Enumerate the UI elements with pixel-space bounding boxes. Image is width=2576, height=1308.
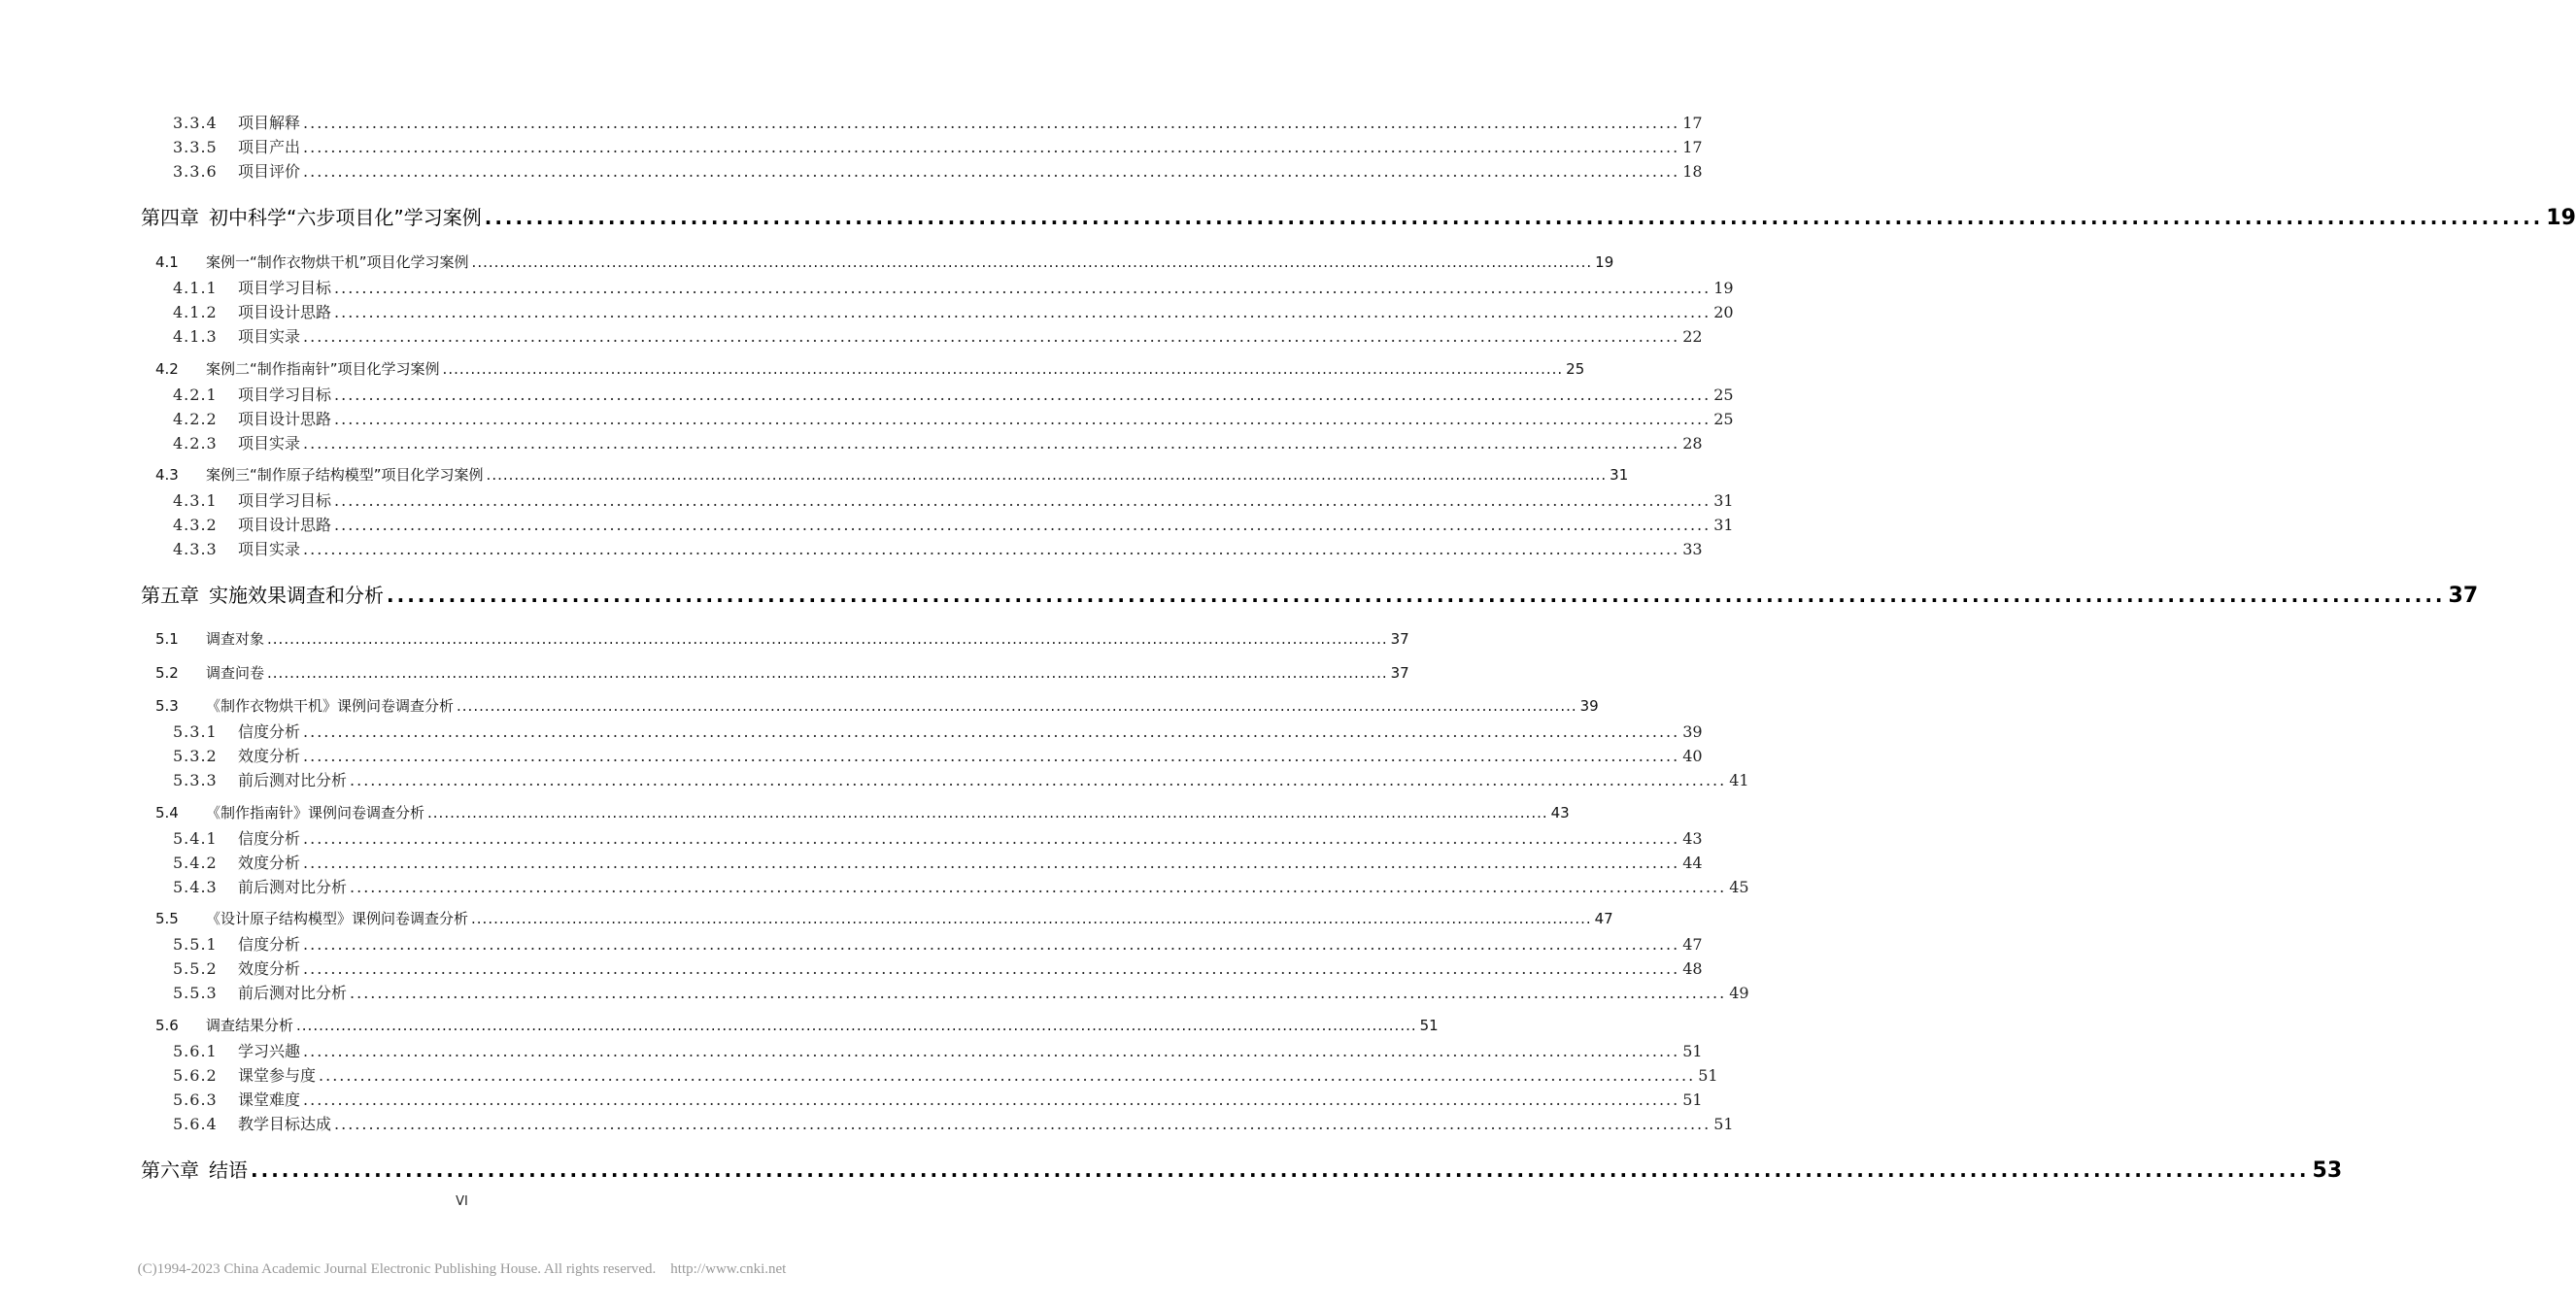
dot-leader: ........................................................................................................................................................................................................ bbox=[457, 697, 1577, 715]
toc-entry-number: 5.5.1 bbox=[173, 935, 218, 954]
toc-entry-number: 4.3.2 bbox=[173, 516, 218, 534]
toc-entry-title: 教学目标达成 bbox=[238, 1115, 332, 1133]
toc-subsection-entry[interactable] bbox=[173, 488, 1734, 513]
toc-entry-page: 25 bbox=[1713, 386, 1734, 404]
toc-subsection-entry[interactable] bbox=[173, 720, 1703, 744]
toc-section-entry[interactable] bbox=[155, 358, 1585, 384]
toc-entry-number: 5.2 bbox=[155, 664, 179, 682]
toc-subsection-entry[interactable] bbox=[173, 431, 1703, 455]
toc-entry-page: 51 bbox=[1682, 1090, 1703, 1109]
toc-entry-number: 4.3.3 bbox=[173, 540, 218, 558]
dot-leader: ........................................................................................................................................................................................................ bbox=[296, 1017, 1417, 1034]
toc-entry-title: 项目实录 bbox=[238, 540, 301, 558]
toc-entry-number: 5.5.2 bbox=[173, 959, 218, 978]
toc-entry-page: 19 bbox=[1595, 253, 1614, 271]
toc-entry-number: 5.5.3 bbox=[173, 984, 218, 1002]
dot-leader: ........................................................................................................................................................................................................ bbox=[486, 466, 1608, 484]
toc-entry-page: 22 bbox=[1682, 327, 1703, 346]
toc-section-entry[interactable] bbox=[155, 252, 1614, 277]
toc-subsection-entry[interactable] bbox=[173, 135, 1703, 159]
dot-leader: ........................................................................................................................................................................................................ bbox=[267, 664, 1388, 682]
toc-entry-title: 项目实录 bbox=[238, 434, 301, 453]
toc-section-entry[interactable] bbox=[155, 695, 1599, 721]
toc-entry-number: 5.6.1 bbox=[173, 1042, 218, 1060]
copyright-notice: (C)1994-2023 China Academic Journal Electronic Publishing House. All rights reserved. http://www.cnki.net bbox=[137, 1261, 787, 1277]
dot-leader: ........................................................................................................................................................................................................ bbox=[471, 910, 1592, 927]
toc-entry-title: 实施效果调查和分析 bbox=[209, 584, 384, 607]
toc-entry-number: 5.4.1 bbox=[173, 829, 218, 848]
dot-leader: ........................................................................................................................................................................................................ bbox=[387, 584, 2446, 607]
dot-leader: ........................................................................................................................................................................................................ bbox=[303, 114, 1680, 132]
toc-entry-page: 51 bbox=[1419, 1017, 1439, 1034]
toc-entry-number: 5.4.2 bbox=[173, 854, 218, 872]
toc-entry-page: 47 bbox=[1682, 935, 1703, 954]
toc-subsection-entry[interactable] bbox=[173, 324, 1703, 349]
toc-entry-page: 37 bbox=[2448, 584, 2479, 608]
toc-entry-title: 效度分析 bbox=[238, 854, 301, 872]
dot-leader: ........................................................................................................................................................................................................ bbox=[303, 829, 1680, 848]
toc-entry-title: 《制作指南针》课例问卷调查分析 bbox=[206, 804, 425, 822]
toc-entry-page: 43 bbox=[1682, 829, 1703, 848]
toc-entry-number: 第五章 bbox=[141, 584, 199, 607]
toc-entry-number: 5.4 bbox=[155, 804, 179, 822]
toc-entry-page: 44 bbox=[1682, 854, 1703, 872]
toc-entry-title: 项目学习目标 bbox=[238, 491, 332, 510]
toc-entry-title: 课堂参与度 bbox=[238, 1066, 317, 1085]
dot-leader: ........................................................................................................................................................................................................ bbox=[350, 984, 1727, 1002]
toc-subsection-entry[interactable] bbox=[173, 537, 1703, 561]
toc-entry-page: 47 bbox=[1594, 910, 1613, 927]
toc-entry-number: 第四章 bbox=[141, 206, 199, 229]
toc-entry-page: 41 bbox=[1729, 771, 1749, 789]
toc-entry-number: 5.6.2 bbox=[173, 1066, 218, 1085]
toc-entry-number: 5.6.4 bbox=[173, 1115, 218, 1133]
toc-entry-page: 51 bbox=[1682, 1042, 1703, 1060]
toc-entry-number: 第六章 bbox=[141, 1158, 199, 1182]
dot-leader: ........................................................................................................................................................................................................ bbox=[427, 804, 1548, 822]
toc-entry-title: 项目解释 bbox=[238, 114, 301, 132]
toc-entry-number: 5.6.3 bbox=[173, 1090, 218, 1109]
toc-entry-title: 前后测对比分析 bbox=[238, 878, 348, 896]
toc-entry-page: 31 bbox=[1713, 491, 1734, 510]
toc-entry-page: 49 bbox=[1729, 984, 1749, 1002]
toc-subsection-entry[interactable] bbox=[173, 1112, 1734, 1136]
toc-entry-number: 5.4.3 bbox=[173, 878, 218, 896]
toc-entry-title: 信度分析 bbox=[238, 829, 301, 848]
dot-leader: ........................................................................................................................................................................................................ bbox=[303, 1042, 1680, 1060]
toc-entry-number: 4.2.2 bbox=[173, 410, 218, 428]
toc-entry-page: 37 bbox=[1390, 630, 1409, 648]
toc-entry-title: 项目设计思路 bbox=[238, 410, 332, 428]
toc-entry-page: 53 bbox=[2312, 1158, 2343, 1183]
toc-entry-number: 5.3.3 bbox=[173, 771, 218, 789]
toc-entry-title: 《制作衣物烘干机》课例问卷调查分析 bbox=[206, 697, 455, 715]
toc-entry-title: 效度分析 bbox=[238, 959, 301, 978]
toc-entry-page: 17 bbox=[1682, 114, 1703, 132]
toc-entry-number: 4.3 bbox=[155, 466, 179, 484]
toc-entry-page: 39 bbox=[1579, 697, 1599, 715]
toc-section-entry[interactable] bbox=[155, 802, 1570, 827]
toc-entry-title: 项目产出 bbox=[238, 138, 301, 156]
dot-leader: ........................................................................................................................................................................................................ bbox=[303, 434, 1680, 453]
toc-entry-title: 案例二“制作指南针”项目化学习案例 bbox=[206, 360, 440, 378]
dot-leader: ........................................................................................................................................................................................................ bbox=[350, 878, 1727, 896]
toc-entry-page: 31 bbox=[1713, 516, 1734, 534]
toc-entry-page: 28 bbox=[1682, 434, 1703, 453]
toc-entry-title: 项目评价 bbox=[238, 162, 301, 181]
dot-leader: ........................................................................................................................................................................................................ bbox=[303, 162, 1680, 181]
toc-entry-title: 效度分析 bbox=[238, 747, 301, 765]
dot-leader: ........................................................................................................................................................................................................ bbox=[334, 303, 1712, 321]
toc-subsection-entry[interactable] bbox=[173, 744, 1703, 768]
page-number: VI bbox=[456, 1194, 468, 1209]
toc-entry-page: 48 bbox=[1682, 959, 1703, 978]
toc-subsection-entry[interactable] bbox=[173, 851, 1703, 875]
toc-entry-title: 信度分析 bbox=[238, 722, 301, 741]
toc-entry-title: 前后测对比分析 bbox=[238, 984, 348, 1002]
toc-entry-page: 45 bbox=[1729, 878, 1749, 896]
dot-leader: ........................................................................................................................................................................................................ bbox=[334, 516, 1712, 534]
toc-entry-number: 4.2.1 bbox=[173, 386, 218, 404]
dot-leader: ........................................................................................................................................................................................................ bbox=[303, 747, 1680, 765]
toc-entry-number: 3.3.4 bbox=[173, 114, 218, 132]
toc-subsection-entry[interactable] bbox=[173, 159, 1703, 184]
toc-entry-page: 25 bbox=[1713, 410, 1734, 428]
toc-entry-page: 51 bbox=[1713, 1115, 1734, 1133]
toc-entry-title: 案例三“制作原子结构模型”项目化学习案例 bbox=[206, 466, 484, 484]
toc-subsection-entry[interactable] bbox=[173, 513, 1734, 537]
dot-leader: ........................................................................................................................................................................................................ bbox=[442, 360, 1564, 378]
toc-subsection-entry[interactable] bbox=[173, 875, 1749, 899]
toc-subsection-entry[interactable] bbox=[173, 932, 1703, 956]
dot-leader: ........................................................................................................................................................................................................ bbox=[484, 206, 2544, 229]
toc-entry-page: 37 bbox=[1390, 664, 1409, 682]
toc-entry-title: 初中科学“六步项目化”学习案例 bbox=[209, 206, 482, 229]
toc-entry-page: 33 bbox=[1682, 540, 1703, 558]
toc-section-entry[interactable] bbox=[155, 662, 1409, 688]
toc-entry-title: 调查问卷 bbox=[206, 664, 265, 682]
toc-entry-page: 39 bbox=[1682, 722, 1703, 741]
dot-leader: ........................................................................................................................................................................................................ bbox=[303, 959, 1680, 978]
toc-section-entry[interactable] bbox=[155, 908, 1613, 933]
toc-entry-number: 4.1.1 bbox=[173, 279, 218, 297]
toc-entry-number: 5.3.2 bbox=[173, 747, 218, 765]
dot-leader: ........................................................................................................................................................................................................ bbox=[334, 279, 1712, 297]
toc-entry-title: 项目设计思路 bbox=[238, 303, 332, 321]
toc-section-entry[interactable] bbox=[155, 464, 1629, 489]
toc-entry-page: 31 bbox=[1610, 466, 1629, 484]
toc-entry-title: 案例一“制作衣物烘干机”项目化学习案例 bbox=[206, 253, 469, 271]
toc-entry-title: 学习兴趣 bbox=[238, 1042, 301, 1060]
toc-entry-number: 4.2 bbox=[155, 360, 179, 378]
toc-entry-number: 3.3.5 bbox=[173, 138, 218, 156]
toc-entry-page: 25 bbox=[1566, 360, 1585, 378]
toc-entry-page: 40 bbox=[1682, 747, 1703, 765]
toc-entry-number: 4.1 bbox=[155, 253, 179, 271]
toc-entry-title: 结语 bbox=[209, 1158, 248, 1182]
toc-entry-number: 4.1.2 bbox=[173, 303, 218, 321]
toc-subsection-entry[interactable] bbox=[173, 1063, 1718, 1088]
toc-entry-title: 项目学习目标 bbox=[238, 386, 332, 404]
dot-leader: ........................................................................................................................................................................................................ bbox=[303, 327, 1680, 346]
toc-entry-number: 5.6 bbox=[155, 1017, 179, 1034]
dot-leader: ........................................................................................................................................................................................................ bbox=[303, 138, 1680, 156]
dot-leader: ........................................................................................................................................................................................................ bbox=[334, 410, 1712, 428]
dot-leader: ........................................................................................................................................................................................................ bbox=[303, 935, 1680, 954]
toc-entry-title: 前后测对比分析 bbox=[238, 771, 348, 789]
toc-entry-title: 信度分析 bbox=[238, 935, 301, 954]
dot-leader: ........................................................................................................................................................................................................ bbox=[303, 1090, 1680, 1109]
dot-leader: ........................................................................................................................................................................................................ bbox=[319, 1066, 1696, 1085]
toc-subsection-entry[interactable] bbox=[173, 1039, 1703, 1063]
toc-entry-title: 《设计原子结构模型》课例问卷调查分析 bbox=[206, 910, 469, 927]
toc-entry-page: 43 bbox=[1550, 804, 1570, 822]
toc-entry-page: 19 bbox=[2546, 206, 2576, 230]
toc-subsection-entry[interactable] bbox=[173, 768, 1749, 792]
toc-entry-number: 5.3 bbox=[155, 697, 179, 715]
toc-section-entry[interactable] bbox=[155, 1015, 1439, 1040]
dot-leader: ........................................................................................................................................................................................................ bbox=[303, 722, 1680, 741]
toc-subsection-entry[interactable] bbox=[173, 300, 1734, 324]
toc-entry-number: 3.3.6 bbox=[173, 162, 218, 181]
toc-entry-title: 项目实录 bbox=[238, 327, 301, 346]
toc-entry-title: 项目学习目标 bbox=[238, 279, 332, 297]
toc-entry-number: 5.5 bbox=[155, 910, 179, 927]
toc-entry-number: 5.1 bbox=[155, 630, 179, 648]
toc-entry-number: 5.3.1 bbox=[173, 722, 218, 741]
dot-leader: ........................................................................................................................................................................................................ bbox=[334, 386, 1712, 404]
toc-entry-number: 4.3.1 bbox=[173, 491, 218, 510]
toc-subsection-entry[interactable] bbox=[173, 111, 1703, 135]
toc-entry-page: 18 bbox=[1682, 162, 1703, 181]
toc-chapter-entry[interactable] bbox=[141, 580, 2479, 613]
toc-subsection-entry[interactable] bbox=[173, 383, 1734, 407]
toc-subsection-entry[interactable] bbox=[173, 981, 1749, 1005]
dot-leader: ........................................................................................................................................................................................................ bbox=[334, 491, 1712, 510]
toc-chapter-entry[interactable] bbox=[141, 1155, 2343, 1188]
dot-leader: ........................................................................................................................................................................................................ bbox=[471, 253, 1593, 271]
toc-subsection-entry[interactable] bbox=[173, 276, 1734, 300]
toc-entry-title: 调查结果分析 bbox=[206, 1017, 294, 1034]
toc-subsection-entry[interactable] bbox=[173, 1088, 1703, 1112]
toc-section-entry[interactable] bbox=[155, 628, 1409, 654]
toc-entry-title: 项目设计思路 bbox=[238, 516, 332, 534]
toc-chapter-entry[interactable] bbox=[141, 202, 2576, 235]
toc-entry-number: 4.2.3 bbox=[173, 434, 218, 453]
toc-entry-number: 4.1.3 bbox=[173, 327, 218, 346]
toc-subsection-entry[interactable] bbox=[173, 407, 1734, 431]
dot-leader: ........................................................................................................................................................................................................ bbox=[334, 1115, 1712, 1133]
toc-entry-page: 19 bbox=[1713, 279, 1734, 297]
toc-entry-title: 调查对象 bbox=[206, 630, 265, 648]
dot-leader: ........................................................................................................................................................................................................ bbox=[350, 771, 1727, 789]
toc-subsection-entry[interactable] bbox=[173, 956, 1703, 981]
toc-subsection-entry[interactable] bbox=[173, 826, 1703, 851]
toc-entry-page: 20 bbox=[1713, 303, 1734, 321]
dot-leader: ........................................................................................................................................................................................................ bbox=[251, 1158, 2310, 1182]
toc-entry-page: 51 bbox=[1698, 1066, 1718, 1085]
dot-leader: ........................................................................................................................................................................................................ bbox=[303, 540, 1680, 558]
dot-leader: ........................................................................................................................................................................................................ bbox=[267, 630, 1388, 648]
toc-entry-page: 17 bbox=[1682, 138, 1703, 156]
dot-leader: ........................................................................................................................................................................................................ bbox=[303, 854, 1680, 872]
toc-entry-title: 课堂难度 bbox=[238, 1090, 301, 1109]
